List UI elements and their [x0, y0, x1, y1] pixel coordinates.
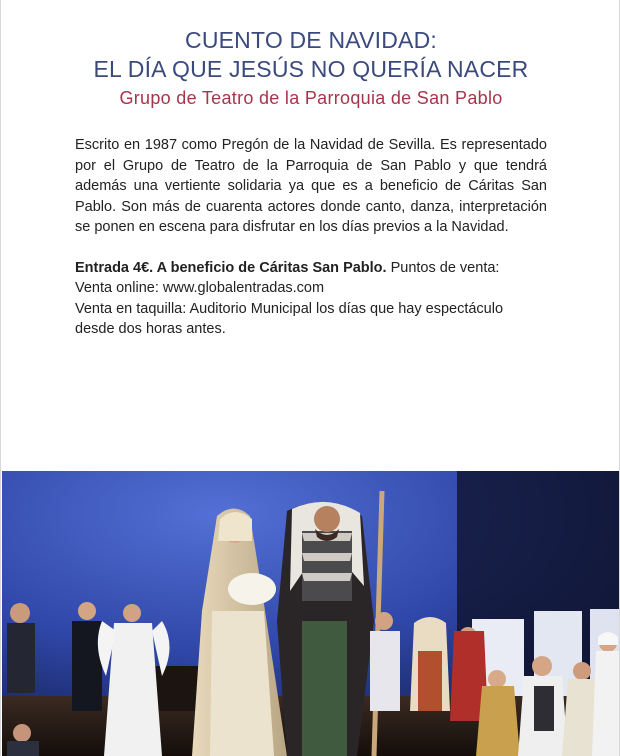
title-line-2: EL DÍA QUE JESÚS NO QUERÍA NACER [93, 56, 529, 82]
title-block [1, 26, 620, 110]
stage-photo [2, 471, 620, 756]
venta-taquilla-line-1: Venta en taquilla: Auditorio Municipal los días que hay espectáculo [75, 300, 504, 317]
entrada-price: Entrada 4€. A beneficio de Cáritas San Pablo. [75, 259, 387, 276]
page-title [1, 26, 620, 84]
entrada-line [75, 258, 547, 279]
description-paragraph: Escrito en 1987 como Pregón de la Navidad de Sevilla. Es representado por el Grupo de Teatro de la Parroquia de San Pablo y que tendrá además una vertiente solidaria ya que es a beneficio de Cáritas San Pablo. Son más de cuarenta actores donde canto, danza, interpretación se ponen en escena para disfrutar en los días previos a la Navidad. [75, 137, 547, 235]
stage-photo-illustration [2, 471, 620, 756]
puntos-venta-label: Puntos de venta: [386, 259, 500, 276]
baby-bundle [228, 573, 276, 605]
page-subtitle: Grupo de Teatro de la Parroquia de San Pablo [119, 88, 503, 108]
venta-online-line: Venta online: www.globalentradas.com [75, 280, 325, 296]
title-line-1: CUENTO DE NAVIDAD: [185, 27, 437, 53]
venta-taquilla-line-2: desde dos horas antes. [75, 321, 226, 337]
body-text [75, 135, 547, 340]
ticket-info [75, 258, 547, 340]
